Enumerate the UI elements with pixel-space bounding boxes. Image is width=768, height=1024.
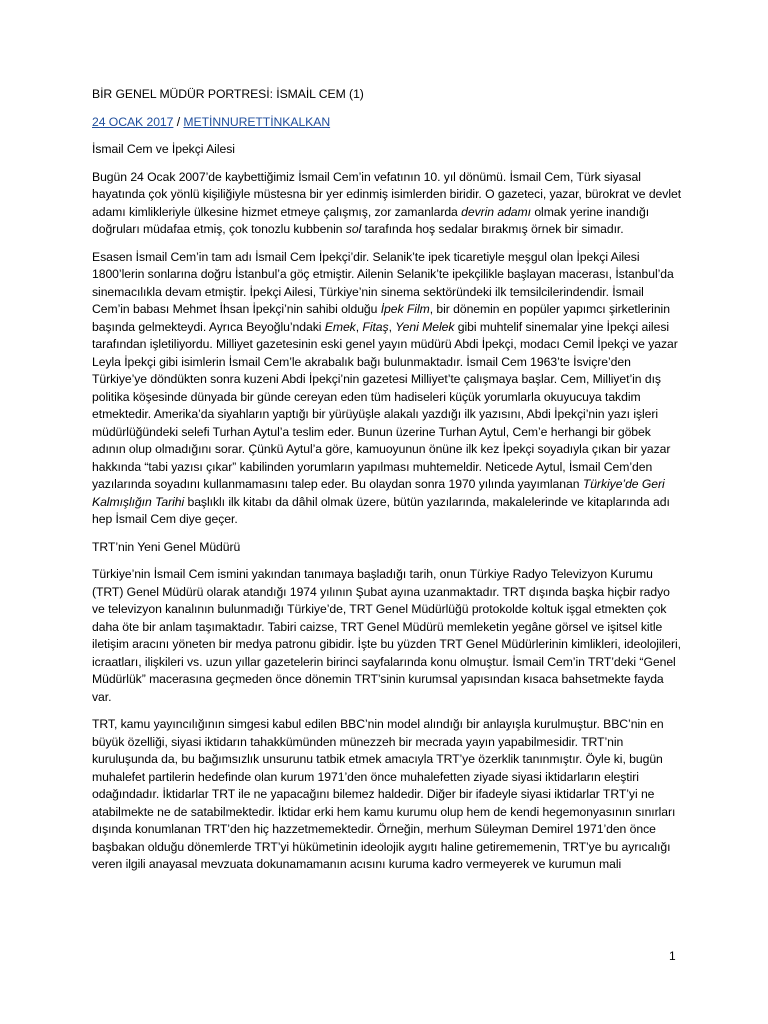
page-number: 1 (669, 949, 676, 963)
paragraph-2: Esasen İsmail Cem’in tam adı İsmail Cem İpekçi’dir. Selanik’te ipek ticaretiyle meşgul olan İpekçi Ailesi 1800’lerin sonlarına doğru İstanbul’a göç etmiştir. Ailenin Selanik’te ipekçilikle başlayan macerası, İstanbul’da sinemacılıkla devam etmiştir. İpekçi Ailesi, Türkiye’nin sinema sektöründeki ilk temsilcilerindendir. İsmail Cem’in babası Mehmet İhsan İpekçi’nin sahibi olduğu İpek Film, bir dönemin en popüler yapımcı şirketlerinin başında gelmekteydi. Ayrıca Beyoğlu’ndaki Emek, Fitaş, Yeni Melek gibi muhtelif sinemalar yine İpekçi ailesi tarafından işletiliyordu. Milliyet gazetesinin eski genel yayın müdürü Abdi İpekçi, modacı Cemil İpekçi ve yazar Leyla İpekçi gibi isimlerin İsmail Cem’le akrabalık bağı bulunmaktadır. İsmail Cem 1963’te İsviçre’den Türkiye’ye döndükten sonra kuzeni Abdi İpekçi’nin gazetesi Milliyet’te çalışmaya başlar. Cem, Milliyet’in dış politika köşesinde dünyada bir günde cereyan eden tüm hadiseleri küçük yorumlarla okuyucuya takdim etmektedir. Amerika’da siyahların yaptığı bir yürüyüşle alakalı yazdığı ilk yazısını, Abdi İpekçi’nin yazı işleri müdürlüğündeki selefi Turhan Aytul’a teslim eder. Bunun üzerine Turhan Aytul, Cem’e herhangi bir göbek adının olup olmadığını sorar. Çünkü Aytul’a göre, kamuoyunun önüne ilk kez İpekçi soyadıyla çıkan bir yazar hakkında “tabi yazısı çıkar” kabilinden yorumların yapılması muhtemeldir. Neticede Aytul, İsmail Cem’den yazılarında soyadını kullanmamasını talep eder. Bu olaydan sonra 1970 yılında yayımlanan Türkiye’de Geri Kalmışlığın Tarihi başlıklı ilk kitabı da dâhil olmak üzere, bütün yazılarında, makalelerinde ve kitaplarında adı hep İsmail Cem diye geçer. (92, 249, 678, 526)
paragraph-4: TRT, kamu yayıncılığının simgesi kabul edilen BBC’nin model alındığı bir anlayışla kurulmuştur. BBC’nin en büyük özelliği, siyasi iktidarın tahakkümünden münezzeh bir mecrada yayın yapabilmesidir. TRT’nin kuruluşunda da, bu bağımsızlık unsurunu tatbik etmek amacıyla TRT’ye özerklik tanınmıştır. Öyle ki, bugün muhalefet partilerin hedefinde olan kurum 1971’den önce muhalefetten ziyade siyasi iktidarların eleştiri odağındadır. İktidarlar TRT ile ne yapacağını bilemez haldedir. Diğer bir ifadeyle siyasi iktidarlar TRT’yi ne atabilmekte ne de satabilmektedir. İktidar erki hem kamu kurumu olup hem de kendi hegemonyasının sınırları dışında konumlanan TRT’den hiç hazzetmemektedir. Örneğin, merhum Süleyman Demirel 1971’den önce başbakan olduğu dönemlerde TRT’yi hükümetinin ideolojik aygıtı haline getirememenin, TRT’ye bu ayrıcalığı veren ilgili anayasal mevzuata dokunamamanın acısını kuruma kadro vermeyerek ve kurumun mali (92, 717, 676, 871)
author-link[interactable]: METİNNURETTİNKALKAN (183, 114, 331, 129)
byline (92, 114, 682, 132)
document-page (92, 86, 682, 884)
paragraph-3: Türkiye’nin İsmail Cem ismini yakından tanımaya başladığı tarih, onun Türkiye Radyo Televizyon Kurumu (TRT) Genel Müdürü olarak atandığı 1974 yılının Şubat ayına uzanmaktadır. TRT dışında başka hiçbir radyo ve televizyon kanalının bulunmadığı Türkiye’de, TRT Genel Müdürlüğü protokolde koltuk işgal etmekten çok daha öte bir anlam taşımaktadır. Tabiri caizse, TRT Genel Müdürü memleketin yegâne görsel ve işitsel kitle iletişim aracını yöneten bir medya patronu gibidir. İşte bu yüzden TRT Genel Müdürlerinin kimlikleri, ideolojileri, icraatları, ilişkileri vs. uzun yıllar gazetelerin birinci sayfalarında konu olmuştur. İsmail Cem’in TRT’deki “Genel Müdürlük” macerasına geçmeden önce dönemin TRT’sinin kurumsal yapısından kısaca bahsetmekte fayda var. (92, 567, 682, 704)
section-heading-trt: TRT’nin Yeni Genel Müdürü (92, 539, 241, 554)
byline-separator: / (173, 114, 184, 129)
section-heading-ipekci-family: İsmail Cem ve İpekçi Ailesi (92, 142, 235, 156)
paragraph-1: Bugün 24 Ocak 2007’de kaybettiğimiz İsmail Cem’in vefatının 10. yıl dönümü. İsmail Cem, Türk siyasal hayatında çok yönlü kişiliğiyle müstesna bir yer edinmiş isimlerden biridir. O gazeteci, yazar, bürokrat ve devlet adamı kimlikleriyle ülkesine hizmet etmeye çalışmış, zor zamanlarda devrin adamı olmak yerine inandığı doğruları müdafaa etmiş, çok tonozlu kubbenin sol tarafında hoş sedalar bırakmış örnek bir simadır. (92, 169, 682, 236)
page-title: BİR GENEL MÜDÜR PORTRESİ: İSMAİL CEM (1) (92, 87, 364, 101)
date-link[interactable]: 24 OCAK 2017 (92, 114, 174, 129)
